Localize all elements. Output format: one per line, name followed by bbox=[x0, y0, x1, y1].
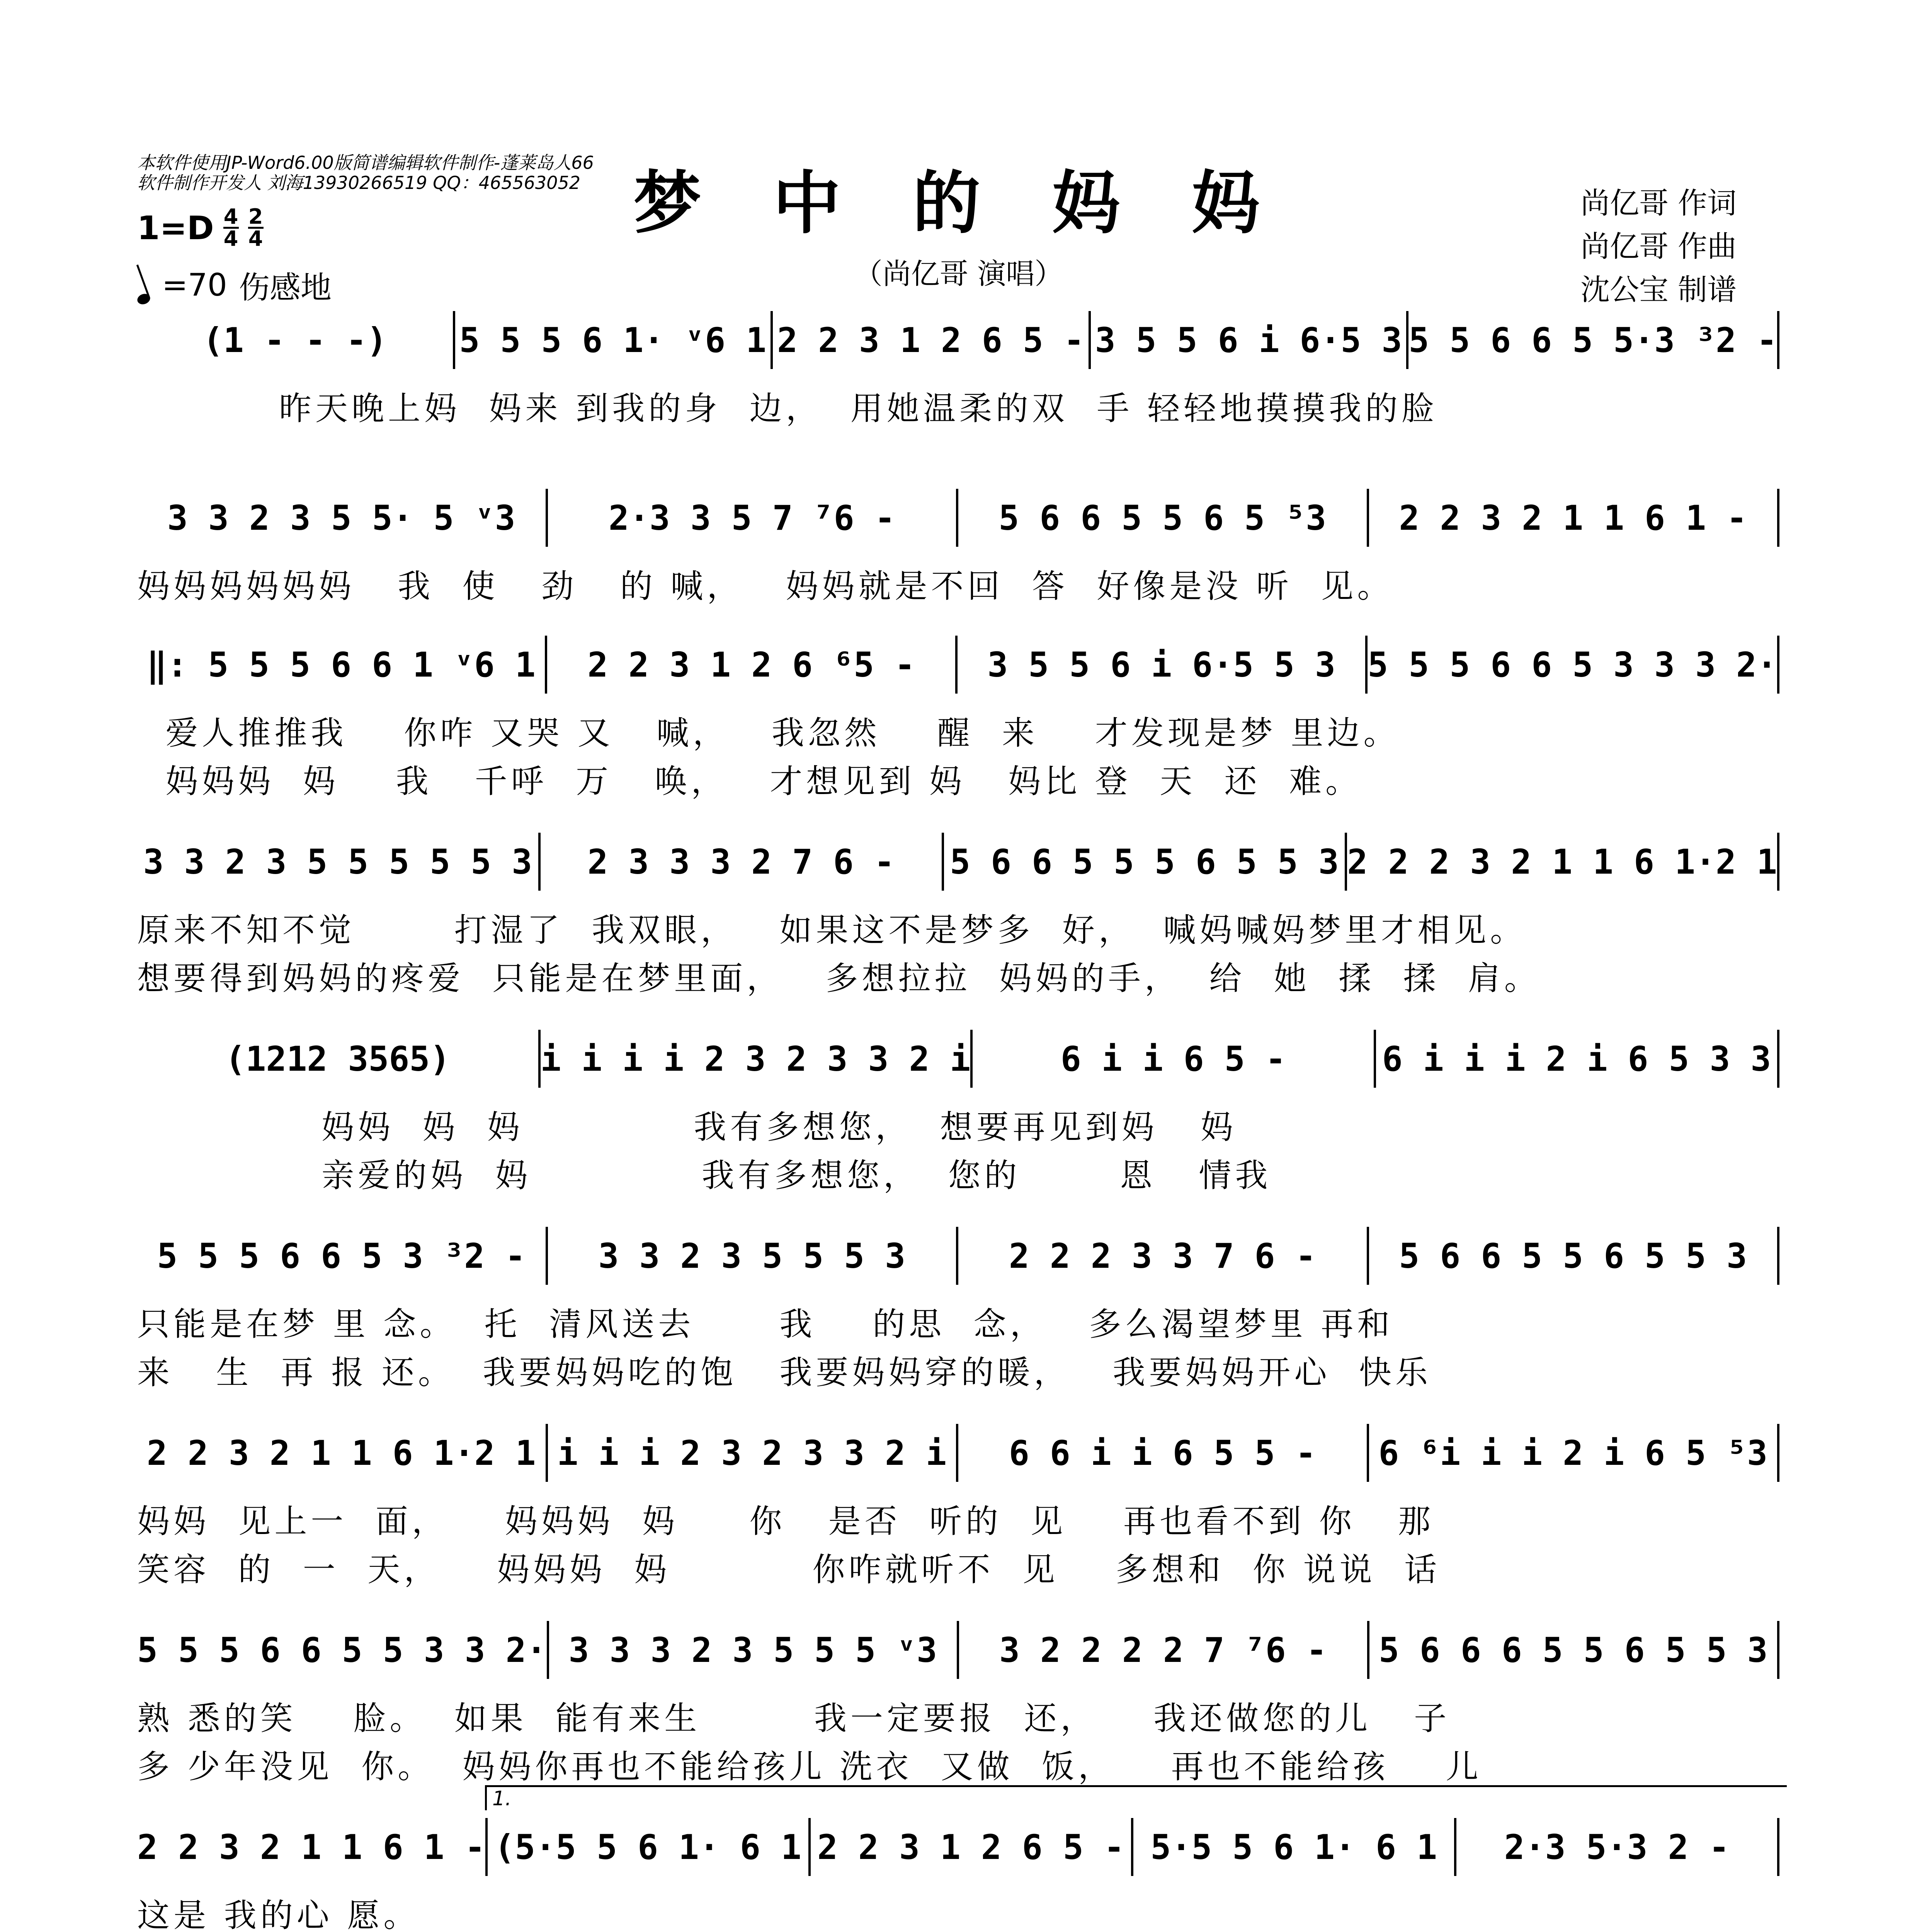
measure: 5 6 6 5 5 6 5 5 3 bbox=[1399, 1236, 1747, 1276]
measure: 3 3 2 3 5 5 5 3 bbox=[598, 1236, 906, 1276]
measure: 5 6 6 5 5 6 5 ⁵3 bbox=[998, 498, 1327, 538]
lyric-line-verse-1: 熟 悉的笑 脸。 如果 能有来生 我一定要报 还， 我还做您的儿 子 bbox=[137, 1699, 1451, 1737]
measure: 2 2 2 3 3 7 6 - bbox=[1009, 1236, 1316, 1276]
time-signature-4-4 bbox=[223, 204, 239, 251]
time-sig-den: 4 bbox=[223, 226, 238, 251]
time-sig-den: 4 bbox=[248, 226, 263, 251]
measure: 2 2 3 2 1 1 6 1·2 1 bbox=[146, 1433, 536, 1473]
time-sig-num: 4 bbox=[223, 204, 238, 229]
time-sig-num: 2 bbox=[248, 204, 263, 229]
barline bbox=[1777, 1227, 1779, 1285]
measure: 6 6 i i 6 5 5 - bbox=[1009, 1433, 1316, 1473]
barline bbox=[1777, 311, 1779, 369]
lyric-line-verse-2: 多 少年没见 你。 妈妈你再也不能给孩儿 洗衣 又做 饭， 再也不能给孩 儿 bbox=[137, 1748, 1482, 1786]
barline bbox=[1777, 833, 1779, 891]
key-signature bbox=[137, 204, 264, 251]
measure: 5 5 5 6 1· ᵛ6 1 bbox=[459, 320, 767, 360]
barline bbox=[1777, 636, 1779, 694]
notice-line-1: 本软件使用JP-Word6.00版简谱编辑软件制作-蓬莱岛人66 bbox=[137, 152, 594, 173]
barline bbox=[1777, 1818, 1779, 1876]
lyric-line-verse-2: 妈妈妈 妈 我 千呼 万 唤， 才想见到 妈 妈比 登 天 还 难。 bbox=[137, 762, 1362, 800]
lyric-line-verse-2: 来 生 再 报 还。 我要妈妈吃的饱 我要妈妈穿的暖， 我要妈妈开心 快乐 bbox=[137, 1354, 1432, 1391]
measure: 5 5 6 6 5 5·3 ³2 - bbox=[1408, 320, 1778, 360]
measure: i i i i 2 3 2 3 3 2 i bbox=[540, 1039, 971, 1079]
measure: 5 5 5 6 6 5 3 ³2 - bbox=[157, 1236, 526, 1276]
key-label: 1=D bbox=[137, 209, 214, 247]
lyric-line-verse-1: 妈妈 妈 妈 我有多想您， 想要再见到妈 妈 bbox=[137, 1108, 1237, 1146]
measure: 5 6 6 6 5 5 6 5 5 3 bbox=[1378, 1630, 1768, 1670]
lyric-line-verse-1: 只能是在梦 里 念。 托 清风送去 我 的思 念， 多么渴望梦里 再和 bbox=[137, 1305, 1394, 1343]
measure: 2·3 3 5 7 ⁷6 - bbox=[608, 498, 895, 538]
lyric-line-verse-2: 亲爱的妈 妈 我有多想您， 您的 恩 情我 bbox=[137, 1156, 1272, 1194]
lyric-line-verse-1: 这是 我的心 愿。 bbox=[137, 1896, 420, 1932]
tempo-mood: 伤感地 bbox=[238, 270, 332, 306]
song-subtitle: （尚亿哥 演唱） bbox=[854, 257, 1063, 291]
measure: (1 - - -) bbox=[202, 320, 387, 360]
lyric-line-verse-1: 妈妈妈妈妈妈 我 使 劲 的 喊， 妈妈就是不回 答 好像是没 听 见。 bbox=[137, 567, 1394, 605]
barline bbox=[1777, 1621, 1779, 1679]
barline bbox=[1777, 1424, 1779, 1482]
credits bbox=[1580, 182, 1737, 311]
song-title: 梦 中 的 妈 妈 bbox=[633, 163, 1284, 243]
tempo-value: =70 bbox=[162, 267, 227, 303]
measure: 2 2 3 1 2 6 ⁶5 - bbox=[587, 645, 915, 685]
lyric-line-verse-2: 笑容 的 一 天， 妈妈妈 妈 你咋就听不 见 多想和 你 说说 话 bbox=[137, 1551, 1441, 1588]
measure: 3 5 5 6 i 6·5 3 bbox=[1095, 320, 1402, 360]
notation-row bbox=[137, 1816, 1779, 1878]
measure: 2 2 3 2 1 1 6 1 - bbox=[137, 1827, 485, 1867]
quarter-note-icon bbox=[137, 267, 150, 303]
measure: 5 5 5 6 6 5 3 3 3 2· bbox=[1368, 645, 1778, 685]
tempo-marking bbox=[137, 263, 332, 307]
measure: 3 3 2 3 5 5 5 5 5 3 bbox=[143, 842, 532, 882]
measure: 3 3 3 2 3 5 5 5 ᵛ3 bbox=[568, 1630, 937, 1670]
lyric-line-verse-1: 妈妈 见上一 面， 妈妈妈 妈 你 是否 听的 见 再也看不到 你 那 bbox=[137, 1502, 1435, 1540]
measure: 6 i i i 2 i 6 5 3 3 bbox=[1382, 1039, 1771, 1079]
measure: 5 5 5 6 6 5 5 3 3 2· bbox=[137, 1630, 547, 1670]
lyric-line-verse-1: 昨天晚上妈 妈来 到我的身 边， 用她温柔的双 手 轻轻地摸摸我的脸 bbox=[137, 389, 1438, 427]
notation-row bbox=[137, 1422, 1779, 1484]
measure: 6 i i 6 5 - bbox=[1060, 1039, 1286, 1079]
time-signature-2-4 bbox=[248, 204, 264, 251]
composer-credit: 尚亿哥 作曲 bbox=[1580, 229, 1737, 264]
lyric-line-verse-1: 爱人推推我 你咋 又哭 又 喊， 我忽然 醒 来 才发现是梦 里边。 bbox=[137, 714, 1400, 752]
measure: 6 ⁶i i i 2 i 6 5 ⁵3 bbox=[1378, 1433, 1768, 1473]
measure: 5·5 5 6 1· 6 1 bbox=[1150, 1827, 1437, 1867]
measure: 2 3 3 3 2 7 6 - bbox=[587, 842, 895, 882]
measure: 3 2 2 2 2 7 ⁷6 - bbox=[999, 1630, 1327, 1670]
measure: 2 2 3 1 2 6 5 - bbox=[777, 320, 1084, 360]
measure: 3 3 2 3 5 5· 5 ᵛ3 bbox=[167, 498, 515, 538]
measure: 2 2 2 3 2 1 1 6 1·2 1 bbox=[1347, 842, 1777, 882]
lyric-line-verse-2: 想要得到妈妈的疼爱 只能是在梦里面， 多想拉拉 妈妈的手， 给 她 揉 揉 肩。 bbox=[137, 959, 1541, 997]
notation-row bbox=[137, 309, 1779, 371]
measure: 2·3 5·3 2 - bbox=[1504, 1827, 1730, 1867]
barline bbox=[1777, 489, 1779, 547]
lyric-line-verse-1: 原来不知不觉 打湿了 我双眼， 如果这不是梦多 好， 喊妈喊妈梦里才相见。 bbox=[137, 911, 1527, 949]
notation-row bbox=[137, 1028, 1779, 1090]
notation-row bbox=[137, 1619, 1779, 1681]
notation-row bbox=[137, 1225, 1779, 1287]
volta-bracket: 1. bbox=[485, 1785, 1787, 1810]
measure: 2 2 3 2 1 1 6 1 - bbox=[1399, 498, 1747, 538]
measure: (5·5 5 6 1· 6 1 bbox=[494, 1827, 801, 1867]
measure: ‖: 5 5 5 6 6 1 ᵛ6 1 bbox=[146, 645, 536, 685]
lyricist-credit: 尚亿哥 作词 bbox=[1580, 186, 1737, 220]
measure: (1212 3565) bbox=[225, 1039, 451, 1079]
barline bbox=[1777, 1030, 1779, 1088]
measure: 3 5 5 6 i 6·5 5 3 bbox=[987, 645, 1335, 685]
notation-row bbox=[137, 831, 1779, 893]
notice-line-2: 软件制作开发人 刘海13930266519 QQ：465563052 bbox=[137, 172, 580, 193]
notation-row bbox=[137, 634, 1779, 696]
measure: 2 2 3 1 2 6 5 - bbox=[817, 1827, 1124, 1867]
notation-row bbox=[137, 487, 1779, 549]
measure: 5 6 6 5 5 5 6 5 5 3 bbox=[950, 842, 1339, 882]
arranger-credit: 沈公宝 制谱 bbox=[1580, 272, 1737, 307]
measure: i i i 2 3 2 3 3 2 i bbox=[557, 1433, 947, 1473]
